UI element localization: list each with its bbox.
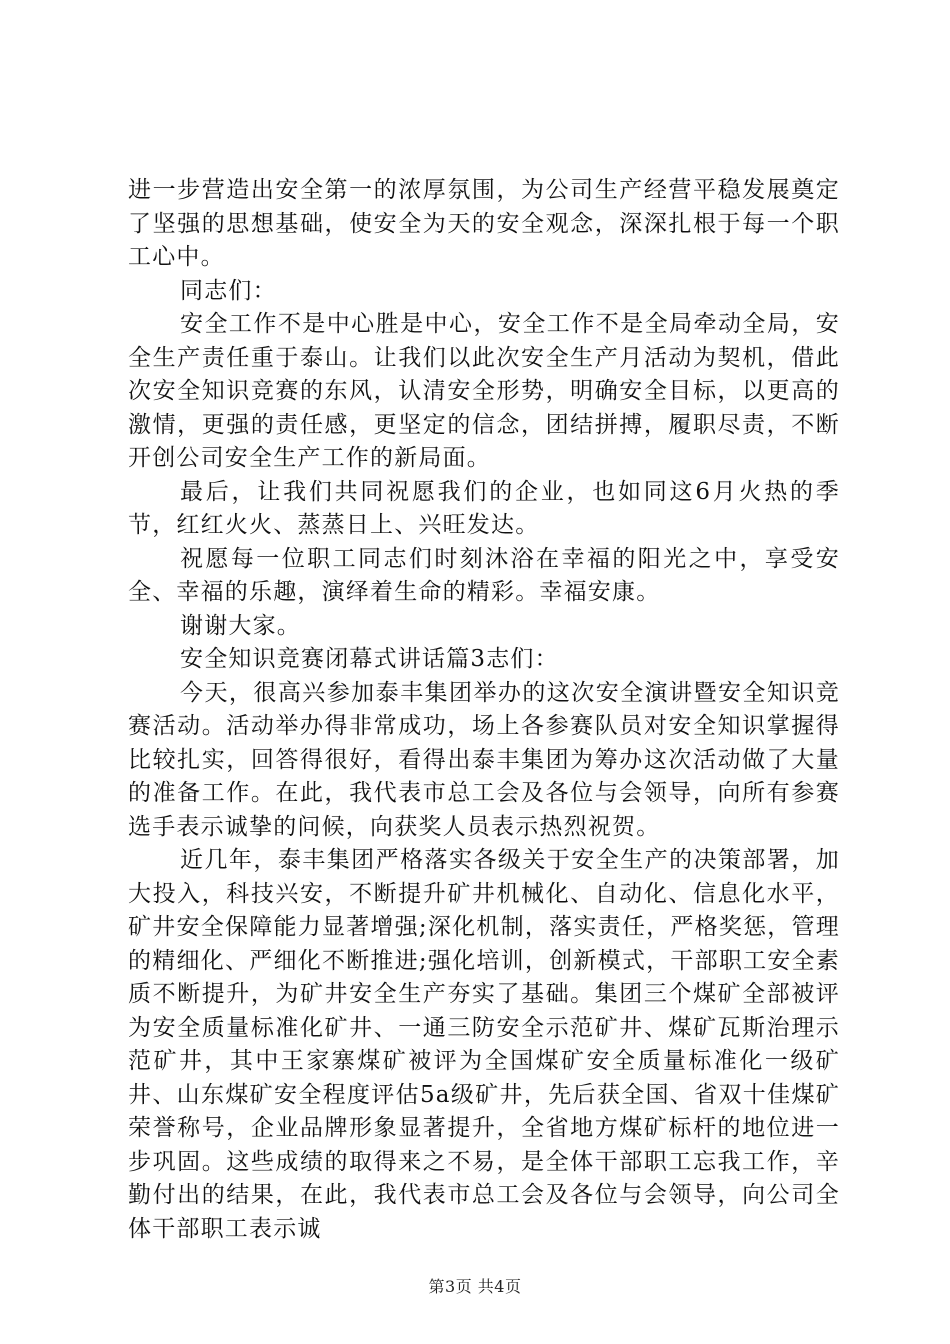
paragraph-5: 祝愿每一位职工同志们时刻沐浴在幸福的阳光之中，享受安全、幸福的乐趣，演绎着生命的精彩。幸福安康。: [128, 545, 840, 605]
paragraph-1: 进一步营造出安全第一的浓厚氛围，为公司生产经营平稳发展奠定了坚强的思想基础，使安全为天的安全观念，深深扎根于每一个职工心中。: [128, 177, 840, 270]
paragraph-6: 谢谢大家。: [180, 612, 301, 639]
section-heading: 安全知识竞赛闭幕式讲话篇3志们：: [180, 646, 559, 672]
body-text: [128, 174, 840, 1246]
paragraph-4: 最后，让我们共同祝愿我们的企业，也如同这6月火热的季节，红红火火、蒸蒸日上、兴旺发达。: [128, 478, 840, 538]
page-footer: 第3页 共4页: [428, 1277, 522, 1296]
paragraph-3: 安全工作不是中心胜是中心，安全工作不是全局牵动全局，安全生产责任重于泰山。让我们以此次安全生产月活动为契机，借此次安全知识竞赛的东风，认清安全形势，明确安全目标，以更高的激情，更强的责任感，更坚定的信念，团结拼搏，履职尽责，不断开创公司安全生产工作的新局面。: [128, 311, 840, 471]
paragraph-9: 近几年，泰丰集团严格落实各级关于安全生产的决策部署，加大投入，科技兴安，不断提升矿井机械化、自动化、信息化水平，矿井安全保障能力显著增强;深化机制，落实责任，严格奖惩，管理的精细化、严细化不断推进;强化培训，创新模式，干部职工安全素质不断提升，为矿井安全生产夯实了基础。集团三个煤矿全部被评为安全质量标准化矿井、一通三防安全示范矿井、煤矿瓦斯治理示范矿井，其中王家寨煤矿被评为全国煤矿安全质量标准化一级矿井、山东煤矿安全程度评估5a级矿井，先后获全国、省双十佳煤矿荣誉称号，企业品牌形象显著提升，全省地方煤矿标杆的地位进一步巩固。这些成绩的取得来之不易，是全体干部职工忘我工作，辛勤付出的结果，在此，我代表市总工会及各位与会领导，向公司全体干部职工表示诚: [128, 847, 840, 1242]
paragraph-8: 今天，很高兴参加泰丰集团举办的这次安全演讲暨安全知识竞赛活动。活动举办得非常成功，场上各参赛队员对安全知识掌握得比较扎实，回答得很好，看得出泰丰集团为筹办这次活动做了大量的准备工作。在此，我代表市总工会及各位与会领导，向所有参赛选手表示诚挚的问候，向获奖人员表示热烈祝贺。: [128, 679, 840, 840]
paragraph-2: 同志们：: [180, 277, 277, 304]
